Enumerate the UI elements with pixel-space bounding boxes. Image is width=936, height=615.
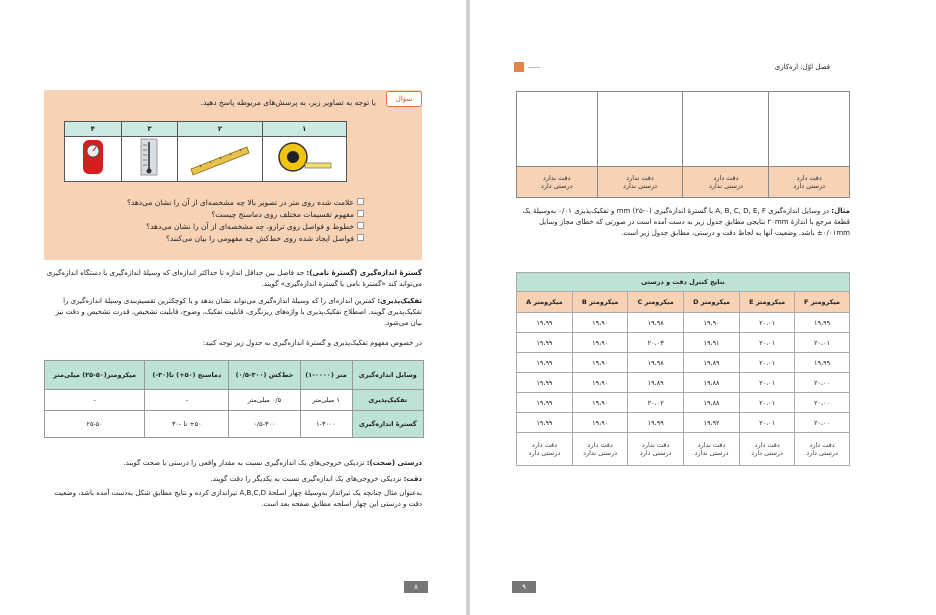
results-header: میکرومتر B <box>572 292 628 313</box>
ruler-icon <box>187 137 253 177</box>
results-header: میکرومتر E <box>740 292 795 313</box>
accuracy-definition: درستی (صحت): نزدیکی خروجی‌های یک اندازه‌گیری نسبت به مقدار واقعی را درستی یا صحت گویند. <box>123 459 422 467</box>
page-number: ۹ <box>512 581 536 593</box>
resolution-definition: تفکیک‌پذیری: کمترین اندازه‌ای را که وسیلهٔ اندازه‌گیری می‌تواند نشان بدهد و یا کوچکترین تقسیم‌بندی وسیلهٔ اندازه‌گیری را تفکیک‌پذیری گویند. اصطلاح تفکیک‌پذیری با واژه‌های ریزنگری، قابلیت تفکیک، وضوح، قابلیت تشخیص، قدرت تشخیص و دقت نیز بیان می‌شود. <box>55 297 422 327</box>
tool-cell: ۲۵-۵۰ <box>45 411 145 438</box>
results-cell: ۱۹،۹۰ <box>572 333 628 353</box>
results-cell: ۲۰،۰۱ <box>740 373 795 393</box>
target-cell <box>769 92 850 167</box>
results-header: میکرومتر A <box>517 292 573 313</box>
tool-header: میکرومتر(۵۰-۲۵) میلی‌متر <box>45 361 145 390</box>
tool-cell: ۰/۵-۳۰۰ <box>229 411 300 438</box>
precision-definition: دقت: نزدیکی خروجی‌های یک اندازه‌گیری نسبت به یکدیگر را دقت گویند. <box>210 475 422 483</box>
tape-measure-icon <box>271 137 337 177</box>
results-status: دقت دارد درستی دارد <box>517 433 573 466</box>
results-cell: ۱۹،۹۰ <box>572 373 628 393</box>
chapter-marker <box>514 62 524 72</box>
results-cell: ۱۹،۹۹ <box>517 413 573 433</box>
target-label: دقت ندارد درستی ندارد <box>597 167 683 198</box>
question-list <box>64 197 364 245</box>
results-row <box>517 353 850 373</box>
results-cell: ۱۹،۹۹ <box>795 313 850 333</box>
results-cell: ۱۹،۹۰ <box>572 393 628 413</box>
tool-cell: ۱ میلی‌متر <box>300 390 352 411</box>
tape-measure-image <box>262 137 346 182</box>
results-cell: ۱۹،۹۰ <box>572 353 628 373</box>
chapter-rule <box>528 67 540 68</box>
results-cell: ۱۹،۹۰ <box>572 413 628 433</box>
tool-header: دماسنج (۵۰+) تا(۳۰-) <box>145 361 229 390</box>
results-row <box>517 373 850 393</box>
results-status: دقت ندارد درستی ندارد <box>683 433 739 466</box>
question-item: علامت شده روی متر در تصویر بالا چه مشخصه‌ای از آن را نشان می‌دهد؟ <box>64 197 364 209</box>
results-cell: ۱۹،۹۸ <box>628 313 683 333</box>
results-cell: ۲۰،۰۱ <box>740 413 795 433</box>
results-caption: نتایج کنترل دقت و درستی <box>517 273 850 292</box>
target-cell <box>597 92 683 167</box>
results-cell: ۲۰،۰۳ <box>628 333 683 353</box>
tool-cell: - <box>145 390 229 411</box>
results-cell: ۲۰،۰۱ <box>795 333 850 353</box>
results-cell: ۱۹،۹۹ <box>517 353 573 373</box>
thermometer-icon <box>127 137 171 177</box>
question-tag: سؤال <box>386 91 422 107</box>
scale-image <box>65 137 122 182</box>
table-intro: در خصوص مفهوم تفکیک‌پذیری و گسترهٔ اندازه‌گیری به جدول زیر توجه کنید: <box>202 339 422 347</box>
tool-header: خط‌کش (۳۰۰-۰/۵) <box>229 361 300 390</box>
tool-header: وسایل اندازه‌گیری <box>352 361 423 390</box>
image-col-3: ۳ <box>121 122 178 137</box>
left-page <box>0 0 466 615</box>
target-label: دقت دارد درستی دارد <box>769 167 850 198</box>
question-prompt: با توجه به تصاویر زیر، به پرسش‌های مربوطه پاسخ دهید. <box>200 98 376 107</box>
results-status: دقت ندارد درستی دارد <box>628 433 683 466</box>
results-cell: ۱۹،۹۹ <box>795 353 850 373</box>
tool-cell: ۱-۳۰۰۰ <box>300 411 352 438</box>
page-number: ۸ <box>404 581 428 593</box>
results-table <box>516 272 850 466</box>
results-cell: ۱۹،۹۹ <box>517 373 573 393</box>
tool-cell: - <box>45 390 145 411</box>
results-cell: ۱۹،۹۹ <box>517 333 573 353</box>
range-definition: گسترهٔ اندازه‌گیری (گسترهٔ نامی): حد فاصل بین حداقل اندازه تا حداکثر اندازه‌ای که وسیلهٔ اندازه‌گیری یا دستگاه اندازه‌گیری می‌تواند کند «گسترهٔ نامی یا گسترهٔ اندازه‌گیری» گویند. <box>46 269 422 288</box>
target-table <box>516 91 850 198</box>
results-cell: ۲۰،۰۰ <box>795 373 850 393</box>
results-cell: ۱۹،۸۹ <box>628 373 683 393</box>
question-item: فواصل ایجاد شده روی خط‌کش چه مفهومی را بیان می‌کنند؟ <box>64 233 364 245</box>
results-cell: ۱۹،۹۰ <box>572 313 628 333</box>
question-item: مفهوم تقسیمات مختلف روی دماسنج چیست؟ <box>64 209 364 221</box>
results-header: میکرومتر D <box>683 292 739 313</box>
image-col-2: ۲ <box>178 122 262 137</box>
results-row <box>517 313 850 333</box>
tool-row-label: گسترهٔ اندازه‌گیری <box>352 411 423 438</box>
results-status: دقت دارد درستی دارد <box>740 433 795 466</box>
results-status: دقت دارد درستی دارد <box>795 433 850 466</box>
results-cell: ۱۹،۹۲ <box>683 413 739 433</box>
tool-row-label: تفکیک‌پذیری <box>352 390 423 411</box>
image-col-1: ۱ <box>262 122 346 137</box>
results-header: میکرومتر F <box>795 292 850 313</box>
example-paragraph: مثال: در وسایل اندازه‌گیری A, B, C, D, E, F با گسترهٔ اندازه‌گیری mm (۲۵-۰) و تفکیک‌پذیری ۰/۰۱ به‌وسیلهٔ یک قطعهٔ مرجع با اندازهٔ ۲۰mm نتایجی مطابق جدول زیر به دست آمده است در صورتی که خطای مجاز وسایل ۰/۰۱mm± باشد. وضعیت آنها به لحاظ دقت و درستی، مطابق جدول زیر است. <box>522 207 850 237</box>
results-cell: ۲۰،۰۰ <box>795 393 850 413</box>
results-cell: ۲۰،۰۱ <box>740 313 795 333</box>
results-cell: ۱۹،۸۸ <box>683 373 739 393</box>
results-row <box>517 393 850 413</box>
example-paragraph: به‌عنوان مثال چنانچه یک تیرانداز به‌وسیلهٔ چهار اسلحهٔ A,B,C,D تیراندازی کرده و نتایج مطابق شکل به‌دست آمده باشد، وضعیت دقت و درستی این چهار اسلحه مطابق صفحه بعد است. <box>54 489 422 508</box>
results-cell: ۱۹،۹۹ <box>517 313 573 333</box>
results-cell: ۲۰،۰۰ <box>795 413 850 433</box>
question-item: خطوط و فواصل روی ترازو، چه مشخصه‌ای از آن را نشان می‌دهد؟ <box>64 221 364 233</box>
image-table <box>64 121 347 182</box>
tool-cell: ۰/۵ میلی‌متر <box>229 390 300 411</box>
results-row <box>517 333 850 353</box>
bathroom-scale-icon <box>71 137 115 177</box>
results-cell: ۲۰،۰۲ <box>628 393 683 413</box>
results-cell: ۱۹،۹۰ <box>683 313 739 333</box>
ruler-image <box>178 137 262 182</box>
tool-table <box>44 360 424 438</box>
chapter-title: فصل اوّل: اره‌کاری <box>774 63 830 71</box>
results-cell: ۱۹،۹۹ <box>628 413 683 433</box>
results-header: میکرومتر C <box>628 292 683 313</box>
results-cell: ۲۰،۰۱ <box>740 333 795 353</box>
results-cell: ۱۹،۹۱ <box>683 333 739 353</box>
results-status: دقت دارد درستی ندارد <box>572 433 628 466</box>
target-label: دقت ندارد درستی دارد <box>517 167 598 198</box>
results-cell: ۱۹،۸۸ <box>683 393 739 413</box>
target-cell <box>517 92 598 167</box>
results-cell: ۲۰،۰۱ <box>740 353 795 373</box>
tool-cell: ۵۰+ تا -۳۰ <box>145 411 229 438</box>
results-row <box>517 413 850 433</box>
thermometer-image <box>121 137 178 182</box>
results-cell: ۱۹،۸۹ <box>683 353 739 373</box>
target-cell <box>683 92 769 167</box>
target-label: دقت دارد درستی ندارد <box>683 167 769 198</box>
results-cell: ۱۹،۹۸ <box>628 353 683 373</box>
tool-header: متر (۰۰۰۰-۱) <box>300 361 352 390</box>
image-col-4: ۴ <box>65 122 122 137</box>
results-cell: ۲۰،۰۱ <box>740 393 795 413</box>
results-cell: ۱۹،۹۹ <box>517 393 573 413</box>
